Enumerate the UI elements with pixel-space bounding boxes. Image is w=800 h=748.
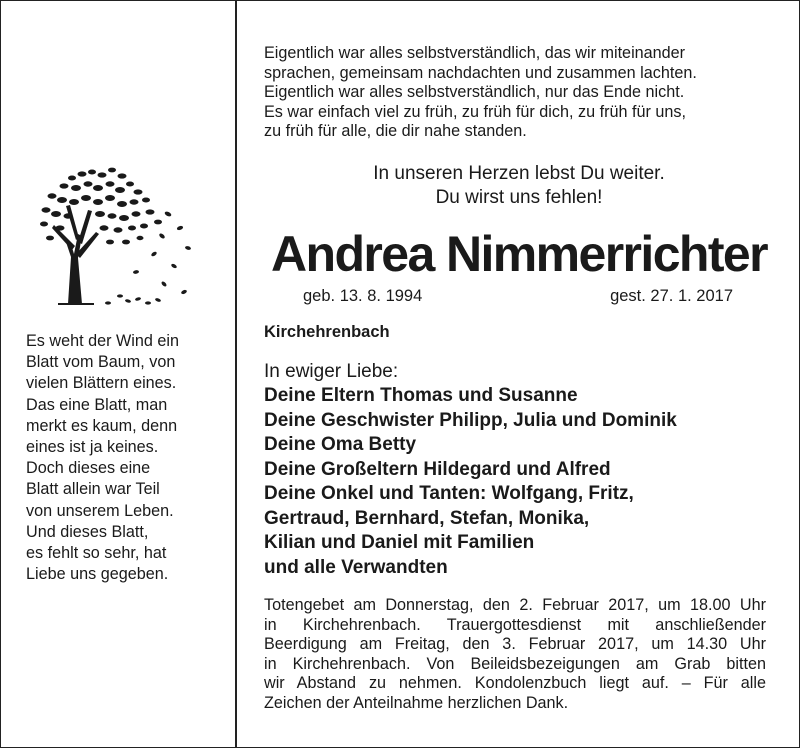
- birth-date: geb. 13. 8. 1994: [303, 287, 423, 305]
- notice-line: Totengebet am Donnerstag, den 2. Februar 2017, um 18.00 Uhr: [264, 596, 766, 614]
- motto-line: In unseren Herzen lebst Du weiter.: [373, 163, 665, 184]
- column-divider: [235, 0, 237, 748]
- tree-with-falling-leaves-icon: [38, 162, 198, 314]
- poem-line: Das eine Blatt, man: [26, 395, 168, 414]
- poem-line: Blatt vom Baum, von: [26, 353, 176, 372]
- mourner-line: Kilian und Daniel mit Familien: [264, 532, 535, 553]
- intro-line: zu früh für alle, die dir nahe standen.: [264, 122, 527, 141]
- death-date: gest. 27. 1. 2017: [610, 287, 733, 305]
- notice-line: Beerdigung am Freitag, den 3. Februar 2017, um 14.30 Uhr: [264, 635, 766, 654]
- intro-line: Eigentlich war alles selbstverständlich, das wir miteinander: [264, 44, 686, 62]
- mourners-list: [264, 384, 774, 580]
- mourner-line: und alle Verwandten: [264, 556, 448, 578]
- intro-line: Es war einfach viel zu früh, zu früh für dich, zu früh für uns,: [264, 102, 686, 121]
- intro-line: Eigentlich war alles selbstverständlich, nur das Ende nicht.: [264, 83, 685, 102]
- mourner-line: Deine Geschwister Philipp, Julia und Dominik: [264, 409, 677, 431]
- notice-line: Zeichen der Anteilnahme herzlichen Dank.: [264, 693, 569, 712]
- intro-text: [264, 44, 774, 142]
- poem-line: Doch dieses eine: [26, 459, 151, 478]
- poem-line: Blatt allein war Teil: [26, 480, 160, 499]
- motto-line: Du wirst uns fehlen!: [435, 187, 603, 208]
- notice-line: in Kirchehrenbach. Von Beileidsbezeigungen am Grab bitten: [264, 654, 766, 673]
- mourners-lead: In ewiger Liebe:: [264, 361, 399, 382]
- poem-line: eines ist ja keines.: [26, 438, 159, 457]
- poem-line: es fehlt so sehr, hat: [26, 544, 167, 563]
- poem-line: Und dieses Blatt,: [26, 522, 149, 541]
- mourner-line: Deine Oma Betty: [264, 434, 417, 455]
- poem-line: von unserem Leben.: [26, 501, 174, 520]
- mourner-line: Gertraud, Bernhard, Stefan, Monika,: [264, 507, 590, 529]
- intro-line: sprachen, gemeinsam nachdachten und zusammen lachten.: [264, 63, 697, 82]
- mourner-line: Deine Eltern Thomas und Susanne: [264, 385, 578, 406]
- poem-line: Es weht der Wind ein: [26, 332, 179, 350]
- notice-line: in Kirchehrenbach. Trauergottesdienst mit anschließender: [264, 615, 766, 634]
- deceased-name: Andrea Nimmerrichter: [271, 226, 767, 282]
- mourner-line: Deine Großeltern Hildegard und Alfred: [264, 458, 611, 480]
- motto: [264, 162, 774, 210]
- mourner-line: Deine Onkel und Tanten: Wolfgang, Fritz,: [264, 483, 634, 504]
- poem-line: merkt es kaum, denn: [26, 416, 178, 435]
- poem-line: Liebe uns gegeben.: [26, 565, 169, 584]
- notice-line: wir Abstand zu nehmen. Kondolenzbuch liegt auf. – Für alle: [264, 674, 766, 693]
- hometown: Kirchehrenbach: [264, 323, 390, 341]
- sidebar-poem: [26, 331, 226, 585]
- poem-line: vielen Blättern eines.: [26, 374, 177, 393]
- funeral-notice: [264, 596, 766, 714]
